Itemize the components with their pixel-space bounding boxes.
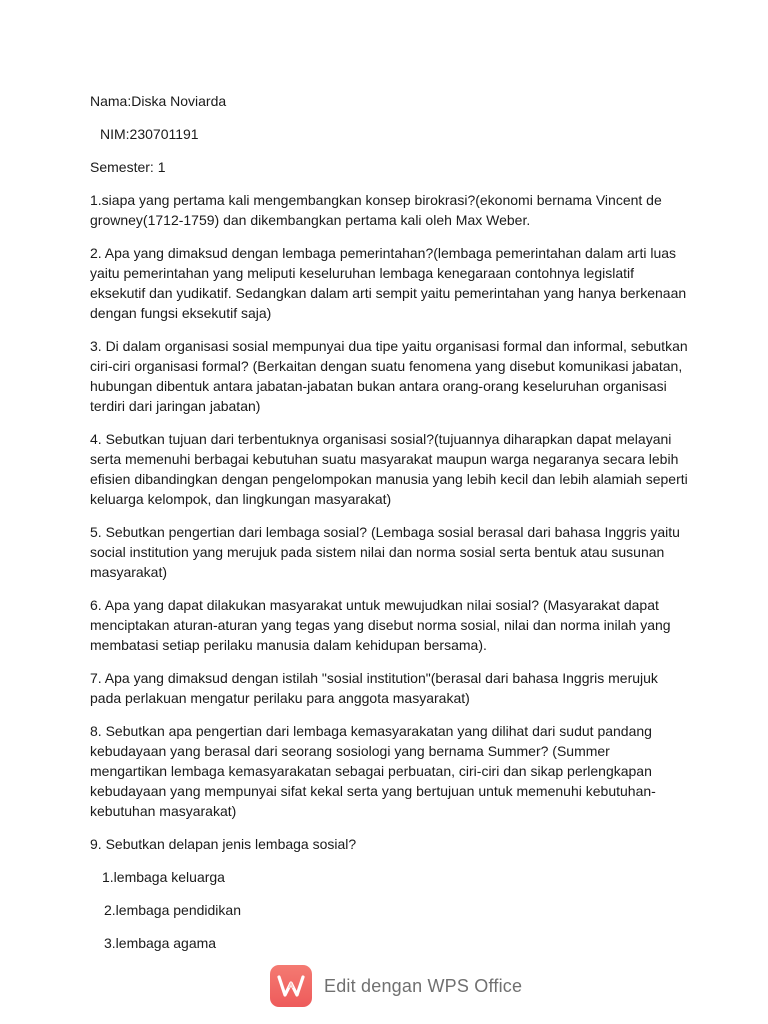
edit-with-wps-link[interactable]: Edit dengan WPS Office xyxy=(324,975,523,996)
list-item: 1.lembaga keluarga xyxy=(102,869,225,885)
document-body xyxy=(90,91,690,966)
wps-w-icon xyxy=(277,974,305,998)
wps-office-logo-icon xyxy=(270,965,312,1007)
question-9: 9. Sebutkan delapan jenis lembaga sosial? xyxy=(90,836,357,852)
question-2: 2. Apa yang dimaksud dengan lembaga pemerintahan?(lembaga pemerintahan dalam arti luas yaitu pemerintahan yang meliputi keseluruhan lembaga kenegaraan contohnya legislatif eksekutif dan yudikatif. Sedangkan dalam arti sempit yaitu pemerintahan yang hanya berkenaan dengan fungsi eksekutif saja) xyxy=(90,245,687,321)
nim-line: NIM:230701191 xyxy=(100,126,199,142)
wps-edit-banner[interactable] xyxy=(270,964,522,1008)
semester-line: Semester: 1 xyxy=(90,159,166,175)
question-3: 3. Di dalam organisasi sosial mempunyai dua tipe yaitu organisasi formal dan informal, sebutkan ciri-ciri organisasi formal? (Berkaitan dengan suatu fenomena yang disebut komunikasi jabatan, hubungan dibentuk antara jabatan-jabatan bukan antara orang-orang keseluruhan organisasi terdiri dari jaringan jabatan) xyxy=(90,338,688,414)
question-8: 8. Sebutkan apa pengertian dari lembaga kemasyarakatan yang dilihat dari sudut pandang kebudayaan yang berasal dari seorang sosiologi yang bernama Summer? (Summer mengartikan lembaga kemasyarakatan sebagai perbuatan, ciri-ciri dan sikap perlengkapan kebudayaan yang mempunyai sifat kekal serta yang bertujuan untuk memenuhi kebutuhan-kebutuhan masyarakat) xyxy=(90,723,656,819)
question-6: 6. Apa yang dapat dilakukan masyarakat untuk mewujudkan nilai sosial? (Masyarakat dapat menciptakan aturan-aturan yang tegas yang disebut norma sosial, nilai dan norma inilah yang membatasi setiap perilaku manusia dalam kehidupan bersama). xyxy=(90,597,671,653)
question-4: 4. Sebutkan tujuan dari terbentuknya organisasi sosial?(tujuannya diharapkan dapat melayani serta memenuhi berbagai kebutuhan suatu masyarakat maupun warga negaranya secara lebih efisien dibandingkan dengan pengelompokan manusia yang lebih kecil dan lebih alamiah seperti keluarga kelompok, dan lingkungan masyarakat) xyxy=(90,431,688,507)
question-1: 1.siapa yang pertama kali mengembangkan konsep birokrasi?(ekonomi bernama Vincent de growney(1712-1759) dan dikembangkan pertama kali oleh Max Weber. xyxy=(90,192,662,228)
question-5: 5. Sebutkan pengertian dari lembaga sosial? (Lembaga sosial berasal dari bahasa Inggris yaitu social institution yang merujuk pada sistem nilai dan norma sosial serta bentuk atau susunan masyarakat) xyxy=(90,524,680,580)
list-item: 2.lembaga pendidikan xyxy=(104,902,241,918)
question-7: 7. Apa yang dimaksud dengan istilah "sosial institution"(berasal dari bahasa Inggris merujuk pada perlakuan mengatur perilaku para anggota masyarakat) xyxy=(90,670,658,706)
name-line: Nama:Diska Noviarda xyxy=(90,93,227,109)
list-item: 3.lembaga agama xyxy=(104,935,217,951)
